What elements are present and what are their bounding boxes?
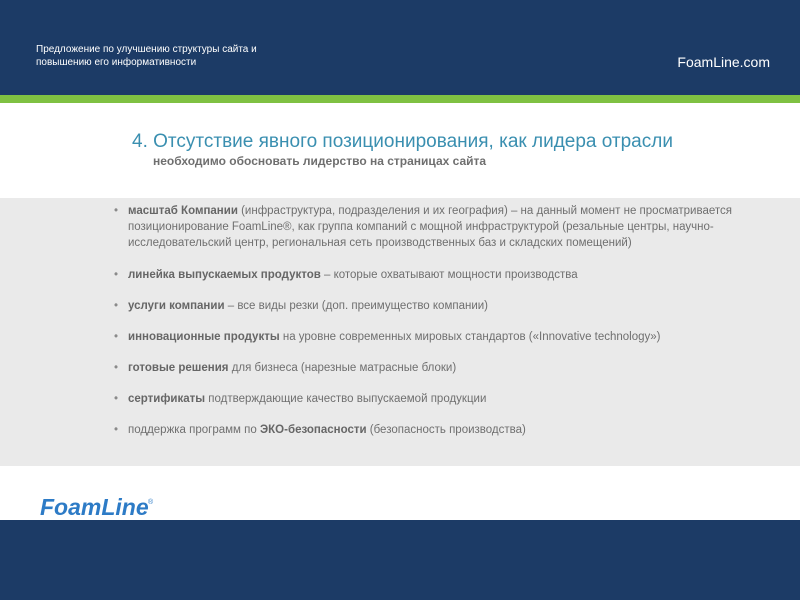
footer-band	[0, 520, 800, 600]
slide-subtitle: необходимо обосновать лидерство на страницах сайта	[153, 154, 487, 168]
logo-wordmark: FoamLine	[40, 494, 149, 520]
bullet-bold: ЭКО-безопасности	[259, 424, 367, 436]
logo-registered-mark: ®	[148, 499, 154, 506]
presentation-subtitle	[36, 43, 296, 69]
bullet-pre: поддержка программ по	[128, 424, 260, 436]
header-band	[0, 0, 800, 95]
bullet-item	[112, 267, 752, 283]
bullet-item	[112, 391, 752, 407]
bullet-item	[112, 422, 752, 438]
bullet-bold: инновационные продукты	[128, 331, 280, 343]
bullet-text: на уровне современных мировых стандартов («Innovative technology»)	[279, 331, 661, 343]
bullet-text: – все виды резки (доп. преимущество компании)	[224, 300, 489, 312]
bullet-list	[112, 203, 752, 453]
bullet-item	[112, 203, 752, 251]
bullet-text: – которые охватывают мощности производства	[320, 269, 578, 281]
presentation-subtitle-line1: Предложение по улучшению структуры сайта и	[36, 44, 257, 55]
presentation-subtitle-line2: повышению его информативности	[36, 57, 197, 68]
bullet-text: подтверждающие качество выпускаемой продукции	[205, 393, 487, 405]
bullet-bold: готовые решения	[128, 362, 229, 374]
bullet-item	[112, 329, 752, 345]
bullet-text: (инфраструктура, подразделения и их география) – на данный момент не просматривается позиционирование FoamLine®, как группа компаний с мощной инфраструктурой (резальные центры, научно-исследовательский центр, региональная сеть производственных баз и складских помещений)	[128, 205, 732, 249]
bullet-bold: сертификаты	[128, 393, 206, 405]
bullet-bold: линейка выпускаемых продуктов	[128, 269, 321, 281]
bullet-item	[112, 360, 752, 376]
bullet-text: для бизнеса (нарезные матрасные блоки)	[228, 362, 457, 374]
bullet-item	[112, 298, 752, 314]
slide-title: 4. Отсутствие явного позиционирования, как лидера отрасли	[132, 131, 673, 152]
accent-stripe	[0, 95, 800, 103]
bullet-bold: услуги компании	[128, 300, 225, 312]
bullet-bold: масштаб Компании	[128, 205, 238, 217]
site-name: FoamLine.com	[677, 54, 770, 70]
bullet-text: (безопасность производства)	[366, 424, 526, 436]
